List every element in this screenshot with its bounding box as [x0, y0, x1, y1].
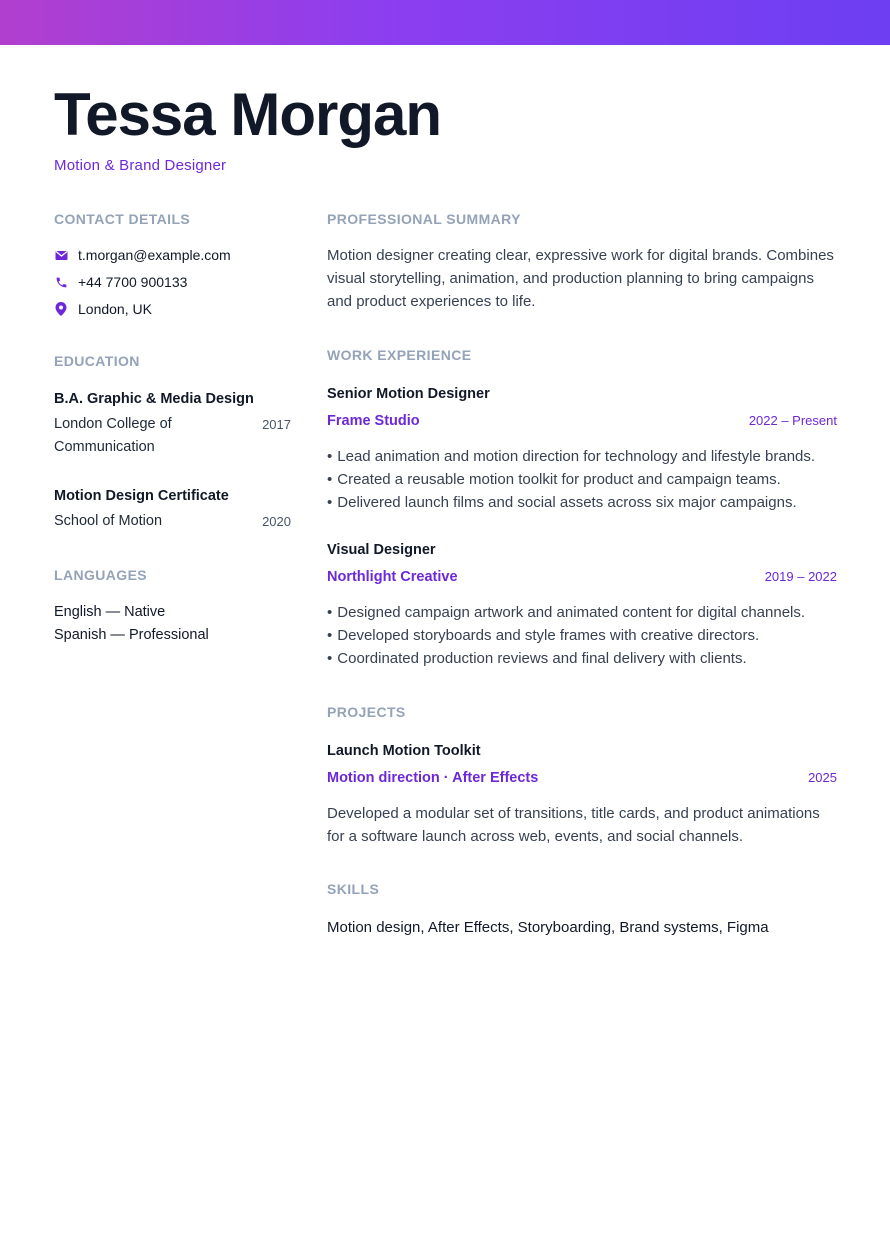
job-company: Frame Studio: [327, 413, 420, 429]
education-degree: Motion Design Certificate: [54, 488, 229, 504]
contact-location-text: London, UK: [78, 301, 152, 317]
project-entry: [327, 742, 837, 848]
project-year: 2025: [808, 770, 837, 785]
education-school: School of Motion: [54, 513, 163, 529]
projects-heading: PROJECTS: [327, 704, 406, 720]
job-dates: 2022 – Present: [748, 413, 837, 428]
job-entry: [327, 541, 837, 670]
job-bullet: • Developed storyboards and style frames with creative directors.: [327, 624, 837, 647]
job-bullets: [327, 445, 837, 514]
job-bullet: • Coordinated production reviews and final delivery with clients.: [327, 647, 837, 670]
contact-phone-text: +44 7700 900133: [78, 274, 188, 290]
languages-list: [54, 601, 291, 647]
summary-heading: PROFESSIONAL SUMMARY: [327, 211, 521, 227]
project-description: Developed a modular set of transitions, title cards, and product animations for a software launch across web, events, and social channels.: [327, 805, 820, 845]
location-pin-icon: [54, 302, 68, 316]
skills-heading: SKILLS: [327, 881, 380, 897]
contact-email[interactable]: [54, 246, 231, 264]
job-company: Northlight Creative: [327, 569, 458, 585]
education-item: [54, 390, 291, 459]
contact-location: [54, 300, 152, 318]
contact-email-text: t.morgan@example.com: [78, 247, 231, 263]
education-item: [54, 487, 291, 533]
project-meta: Motion direction · After Effects: [327, 770, 539, 786]
job-entry: [327, 385, 837, 514]
candidate-name: Tessa Morgan: [54, 81, 441, 148]
education-degree: B.A. Graphic & Media Design: [54, 391, 254, 407]
education-year: 2020: [262, 514, 291, 529]
job-title: Senior Motion Designer: [327, 386, 490, 402]
job-bullet: • Delivered launch films and social assets across six major campaigns.: [327, 491, 837, 514]
summary-text: Motion designer creating clear, expressive work for digital brands. Combines visual storytelling, animation, and production planning to bring campaigns and product experiences to life.: [327, 247, 834, 310]
contact-heading: CONTACT DETAILS: [54, 211, 191, 227]
job-bullets: [327, 601, 837, 670]
project-title: Launch Motion Toolkit: [327, 743, 481, 759]
phone-icon: [54, 275, 68, 289]
experience-heading: WORK EXPERIENCE: [327, 347, 472, 363]
job-title: Visual Designer: [327, 542, 436, 558]
mail-icon: [54, 248, 68, 262]
job-dates: 2019 – 2022: [764, 569, 837, 584]
job-bullet: • Created a reusable motion toolkit for product and campaign teams.: [327, 468, 837, 491]
languages-heading: LANGUAGES: [54, 567, 148, 583]
contact-phone[interactable]: [54, 273, 187, 291]
skills-text: Motion design, After Effects, Storyboarding, Brand systems, Figma: [327, 919, 769, 936]
job-bullet: • Designed campaign artwork and animated content for digital channels.: [327, 601, 837, 624]
education-heading: EDUCATION: [54, 353, 140, 369]
job-bullet: • Lead animation and motion direction for technology and lifestyle brands.: [327, 445, 837, 468]
header-gradient-bar: [0, 0, 890, 45]
language-item: English — Native: [54, 604, 166, 620]
education-year: 2017: [262, 417, 291, 432]
candidate-title: Motion & Brand Designer: [54, 157, 227, 174]
language-item: Spanish — Professional: [54, 627, 209, 643]
education-school: London College of Communication: [54, 416, 172, 455]
